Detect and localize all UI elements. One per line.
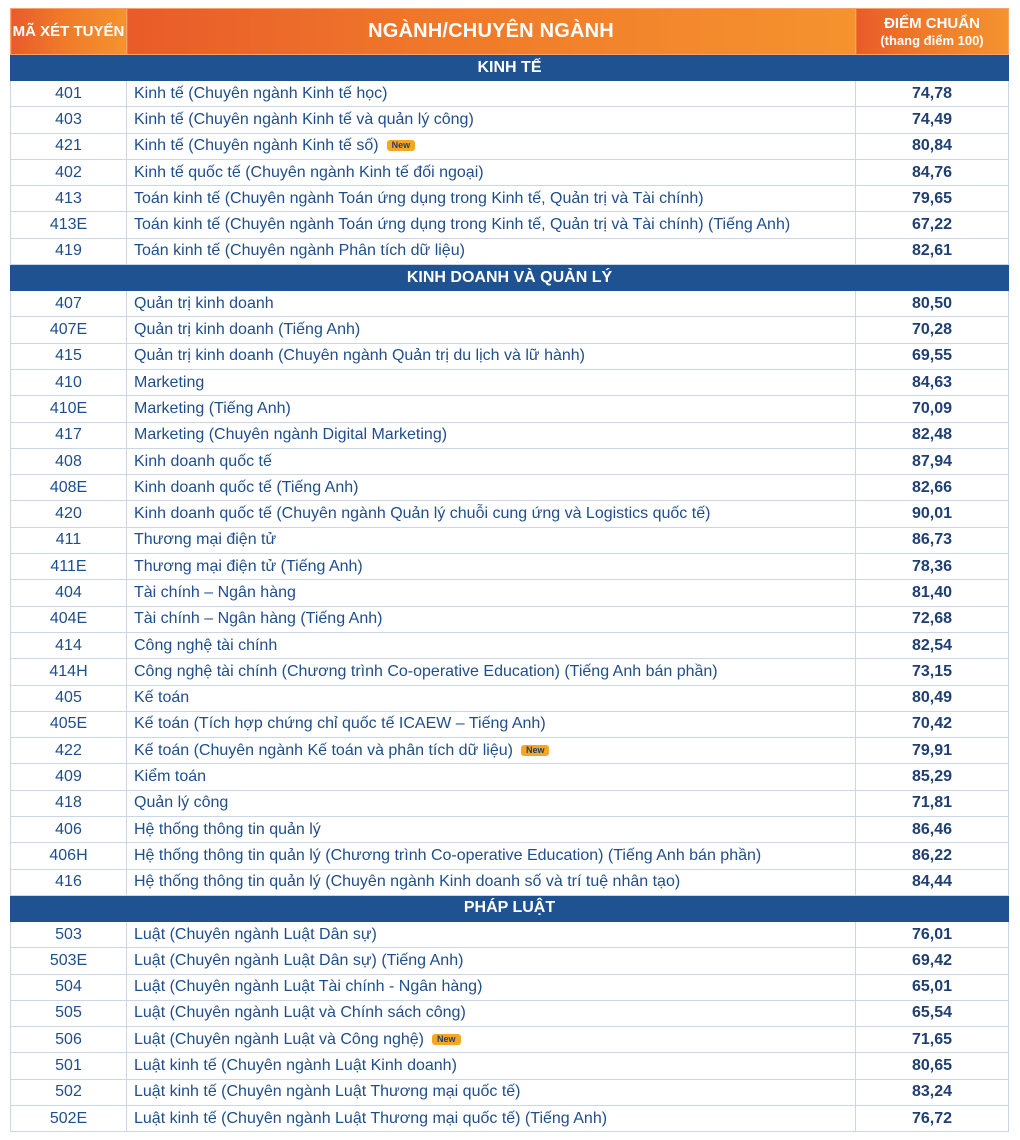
- program-code: 404E: [11, 606, 127, 632]
- table-body: [11, 55, 1009, 1132]
- new-badge: New: [387, 140, 416, 151]
- program-name-cell: [127, 186, 856, 212]
- program-name: Quản trị kinh doanh: [134, 294, 274, 312]
- program-code: 403: [11, 107, 127, 133]
- program-code: 413E: [11, 212, 127, 238]
- table-row: [11, 685, 1009, 711]
- cutoff-score: 80,49: [856, 685, 1009, 711]
- cutoff-score: 70,09: [856, 396, 1009, 422]
- table-row: [11, 974, 1009, 1000]
- cutoff-score: 90,01: [856, 501, 1009, 527]
- program-name: Kinh tế (Chuyên ngành Kinh tế số): [134, 137, 379, 155]
- table-row: [11, 1000, 1009, 1026]
- program-name-cell: [127, 580, 856, 606]
- table-row: [11, 212, 1009, 238]
- program-name: Tài chính – Ngân hàng: [134, 583, 296, 601]
- program-name: Marketing (Chuyên ngành Digital Marketing): [134, 426, 448, 444]
- program-code: 409: [11, 764, 127, 790]
- cutoff-score: 74,78: [856, 81, 1009, 107]
- cutoff-score: 79,91: [856, 738, 1009, 764]
- table-row: [11, 475, 1009, 501]
- program-name-cell: [127, 238, 856, 264]
- cutoff-score: 70,28: [856, 317, 1009, 343]
- program-name-cell: [127, 632, 856, 658]
- program-name: Luật kinh tế (Chuyên ngành Luật Kinh doanh): [134, 1057, 457, 1075]
- program-name-cell: [127, 659, 856, 685]
- cutoff-score: 84,44: [856, 869, 1009, 895]
- program-name-cell: [127, 501, 856, 527]
- cutoff-score: 70,42: [856, 711, 1009, 737]
- program-name: Kế toán (Chuyên ngành Kế toán và phân tích dữ liệu): [134, 741, 513, 759]
- section-title: KINH TẾ: [11, 55, 1009, 81]
- program-name-cell: [127, 738, 856, 764]
- program-code: 504: [11, 974, 127, 1000]
- program-name-cell: [127, 554, 856, 580]
- cutoff-score: 79,65: [856, 186, 1009, 212]
- program-name-cell: [127, 1027, 856, 1053]
- program-code: 503E: [11, 948, 127, 974]
- table-row: [11, 1027, 1009, 1053]
- table-row: [11, 343, 1009, 369]
- program-name-cell: [127, 790, 856, 816]
- program-name-cell: [127, 869, 856, 895]
- program-name-cell: [127, 422, 856, 448]
- program-name: Hệ thống thông tin quản lý (Chuyên ngành Kinh doanh số và trí tuệ nhân tạo): [134, 873, 681, 891]
- cutoff-score: 86,46: [856, 817, 1009, 843]
- program-name: Toán kinh tế (Chuyên ngành Phân tích dữ liệu): [134, 242, 465, 260]
- program-name: Marketing: [134, 373, 205, 391]
- program-name: Kinh tế quốc tế (Chuyên ngành Kinh tế đối ngoại): [134, 163, 484, 181]
- program-name: Quản trị kinh doanh (Tiếng Anh): [134, 321, 361, 339]
- program-name-cell: [127, 1105, 856, 1131]
- program-code: 414H: [11, 659, 127, 685]
- program-name: Luật kinh tế (Chuyên ngành Luật Thương mại quốc tế) (Tiếng Anh): [134, 1109, 608, 1127]
- table-row: [11, 843, 1009, 869]
- program-code: 406H: [11, 843, 127, 869]
- new-badge: New: [432, 1034, 461, 1045]
- program-code: 418: [11, 790, 127, 816]
- table-row: [11, 738, 1009, 764]
- program-name: Kế toán: [134, 689, 190, 707]
- cutoff-score: 73,15: [856, 659, 1009, 685]
- program-code: 406: [11, 817, 127, 843]
- program-name-cell: [127, 107, 856, 133]
- cutoff-score: 82,66: [856, 475, 1009, 501]
- cutoff-score: 80,50: [856, 291, 1009, 317]
- program-name-cell: [127, 212, 856, 238]
- program-name-cell: [127, 711, 856, 737]
- table-row: [11, 711, 1009, 737]
- cutoff-score: 78,36: [856, 554, 1009, 580]
- table-row: [11, 790, 1009, 816]
- program-name-cell: [127, 159, 856, 185]
- program-code: 402: [11, 159, 127, 185]
- program-name-cell: [127, 475, 856, 501]
- program-name: Quản trị kinh doanh (Chuyên ngành Quản trị du lịch và lữ hành): [134, 347, 585, 365]
- program-name: Quản lý công: [134, 794, 229, 812]
- table-row: [11, 659, 1009, 685]
- program-name: Luật (Chuyên ngành Luật và Chính sách công): [134, 1004, 466, 1022]
- program-name-cell: [127, 948, 856, 974]
- table-row: [11, 107, 1009, 133]
- program-code: 413: [11, 186, 127, 212]
- program-code: 404: [11, 580, 127, 606]
- program-code: 405: [11, 685, 127, 711]
- program-code: 506: [11, 1027, 127, 1053]
- program-code: 408: [11, 448, 127, 474]
- cutoff-score: 84,76: [856, 159, 1009, 185]
- program-code: 420: [11, 501, 127, 527]
- table-row: [11, 632, 1009, 658]
- cutoff-score: 86,73: [856, 527, 1009, 553]
- table-row: [11, 764, 1009, 790]
- program-name: Kiểm toán: [134, 768, 207, 786]
- program-code: 422: [11, 738, 127, 764]
- admission-scores-table: [10, 8, 1009, 1132]
- cutoff-score: 82,48: [856, 422, 1009, 448]
- table-row: [11, 869, 1009, 895]
- cutoff-score: 81,40: [856, 580, 1009, 606]
- program-name: Kinh doanh quốc tế (Tiếng Anh): [134, 478, 359, 496]
- cutoff-score: 82,61: [856, 238, 1009, 264]
- cutoff-score: 74,49: [856, 107, 1009, 133]
- program-code: 411E: [11, 554, 127, 580]
- section-header-row: [11, 55, 1009, 81]
- program-name: Kinh doanh quốc tế: [134, 452, 272, 470]
- admission-scores-table-container: [10, 8, 1008, 1132]
- table-row: [11, 1105, 1009, 1131]
- table-row: [11, 554, 1009, 580]
- table-row: [11, 317, 1009, 343]
- program-name: Hệ thống thông tin quản lý: [134, 820, 321, 838]
- program-name-cell: [127, 527, 856, 553]
- cutoff-score: 71,65: [856, 1027, 1009, 1053]
- table-row: [11, 81, 1009, 107]
- program-code: 502: [11, 1079, 127, 1105]
- table-header-row: [11, 9, 1009, 55]
- program-name: Luật (Chuyên ngành Luật Dân sự): [134, 925, 377, 943]
- table-row: [11, 238, 1009, 264]
- cutoff-score: 69,55: [856, 343, 1009, 369]
- table-row: [11, 817, 1009, 843]
- table-row: [11, 186, 1009, 212]
- table-row: [11, 948, 1009, 974]
- program-name-cell: [127, 396, 856, 422]
- program-name-cell: [127, 921, 856, 947]
- program-name-cell: [127, 1079, 856, 1105]
- program-code: 407: [11, 291, 127, 317]
- program-code: 503: [11, 921, 127, 947]
- cutoff-score: 72,68: [856, 606, 1009, 632]
- cutoff-score: 84,63: [856, 369, 1009, 395]
- table-row: [11, 1053, 1009, 1079]
- table-row: [11, 448, 1009, 474]
- program-name: Tài chính – Ngân hàng (Tiếng Anh): [134, 610, 383, 628]
- section-header-row: [11, 265, 1009, 291]
- program-code: 421: [11, 133, 127, 159]
- program-code: 410E: [11, 396, 127, 422]
- program-code: 401: [11, 81, 127, 107]
- program-name: Hệ thống thông tin quản lý (Chương trình Co-operative Education) (Tiếng Anh bán phần): [134, 846, 762, 864]
- program-name: Marketing (Tiếng Anh): [134, 399, 291, 417]
- table-row: [11, 921, 1009, 947]
- program-name-cell: [127, 843, 856, 869]
- program-code: 408E: [11, 475, 127, 501]
- cutoff-score: 76,72: [856, 1105, 1009, 1131]
- table-row: [11, 159, 1009, 185]
- table-row: [11, 422, 1009, 448]
- header-score-sub: (thang điểm 100): [880, 32, 984, 48]
- program-name: Kế toán (Tích hợp chứng chỉ quốc tế ICAEW – Tiếng Anh): [134, 715, 546, 733]
- program-code: 405E: [11, 711, 127, 737]
- cutoff-score: 83,24: [856, 1079, 1009, 1105]
- program-code: 502E: [11, 1105, 127, 1131]
- cutoff-score: 71,81: [856, 790, 1009, 816]
- program-name: Kinh tế (Chuyên ngành Kinh tế và quản lý công): [134, 110, 474, 128]
- cutoff-score: 67,22: [856, 212, 1009, 238]
- cutoff-score: 87,94: [856, 448, 1009, 474]
- program-name: Luật (Chuyên ngành Luật và Công nghệ): [134, 1030, 424, 1048]
- table-row: [11, 291, 1009, 317]
- program-name: Luật (Chuyên ngành Luật Dân sự) (Tiếng Anh): [134, 951, 464, 969]
- section-title: KINH DOANH VÀ QUẢN LÝ: [11, 265, 1009, 291]
- program-code: 505: [11, 1000, 127, 1026]
- cutoff-score: 80,84: [856, 133, 1009, 159]
- program-name-cell: [127, 974, 856, 1000]
- program-name-cell: [127, 343, 856, 369]
- new-badge: New: [521, 745, 550, 756]
- program-name-cell: [127, 1053, 856, 1079]
- program-name: Luật kinh tế (Chuyên ngành Luật Thương mại quốc tế): [134, 1083, 521, 1101]
- table-row: [11, 396, 1009, 422]
- program-name-cell: [127, 133, 856, 159]
- program-code: 414: [11, 632, 127, 658]
- program-code: 501: [11, 1053, 127, 1079]
- program-code: 411: [11, 527, 127, 553]
- cutoff-score: 69,42: [856, 948, 1009, 974]
- program-name: Công nghệ tài chính (Chương trình Co-operative Education) (Tiếng Anh bán phần): [134, 662, 718, 680]
- table-row: [11, 580, 1009, 606]
- program-name: Toán kinh tế (Chuyên ngành Toán ứng dụng trong Kinh tế, Quản trị và Tài chính) (Tiếng Anh): [134, 216, 791, 234]
- program-code: 407E: [11, 317, 127, 343]
- section-title: PHÁP LUẬT: [11, 895, 1009, 921]
- cutoff-score: 82,54: [856, 632, 1009, 658]
- program-name: Thương mại điện tử: [134, 531, 277, 549]
- header-score: [856, 9, 1009, 55]
- cutoff-score: 80,65: [856, 1053, 1009, 1079]
- table-row: [11, 133, 1009, 159]
- program-name: Luật (Chuyên ngành Luật Tài chính - Ngân hàng): [134, 978, 483, 996]
- program-name-cell: [127, 291, 856, 317]
- program-code: 415: [11, 343, 127, 369]
- program-name: Công nghệ tài chính: [134, 636, 278, 654]
- cutoff-score: 86,22: [856, 843, 1009, 869]
- program-name-cell: [127, 317, 856, 343]
- program-name-cell: [127, 369, 856, 395]
- table-row: [11, 501, 1009, 527]
- table-row: [11, 606, 1009, 632]
- program-code: 417: [11, 422, 127, 448]
- program-code: 419: [11, 238, 127, 264]
- cutoff-score: 76,01: [856, 921, 1009, 947]
- program-name-cell: [127, 764, 856, 790]
- cutoff-score: 85,29: [856, 764, 1009, 790]
- program-code: 416: [11, 869, 127, 895]
- cutoff-score: 65,54: [856, 1000, 1009, 1026]
- cutoff-score: 65,01: [856, 974, 1009, 1000]
- program-name-cell: [127, 606, 856, 632]
- header-name: NGÀNH/CHUYÊN NGÀNH: [127, 9, 856, 55]
- section-header-row: [11, 895, 1009, 921]
- table-row: [11, 1079, 1009, 1105]
- program-name-cell: [127, 448, 856, 474]
- program-name-cell: [127, 817, 856, 843]
- program-name: Kinh doanh quốc tế (Chuyên ngành Quản lý chuỗi cung ứng và Logistics quốc tế): [134, 505, 711, 523]
- program-code: 410: [11, 369, 127, 395]
- program-name-cell: [127, 685, 856, 711]
- header-score-label: ĐIỂM CHUẨN: [884, 14, 980, 32]
- program-name-cell: [127, 1000, 856, 1026]
- table-row: [11, 369, 1009, 395]
- program-name: Thương mại điện tử (Tiếng Anh): [134, 557, 363, 575]
- program-name: Kinh tế (Chuyên ngành Kinh tế học): [134, 84, 388, 102]
- program-name-cell: [127, 81, 856, 107]
- program-name: Toán kinh tế (Chuyên ngành Toán ứng dụng trong Kinh tế, Quản trị và Tài chính): [134, 189, 704, 207]
- header-code: MÃ XÉT TUYỂN: [11, 9, 127, 55]
- table-row: [11, 527, 1009, 553]
